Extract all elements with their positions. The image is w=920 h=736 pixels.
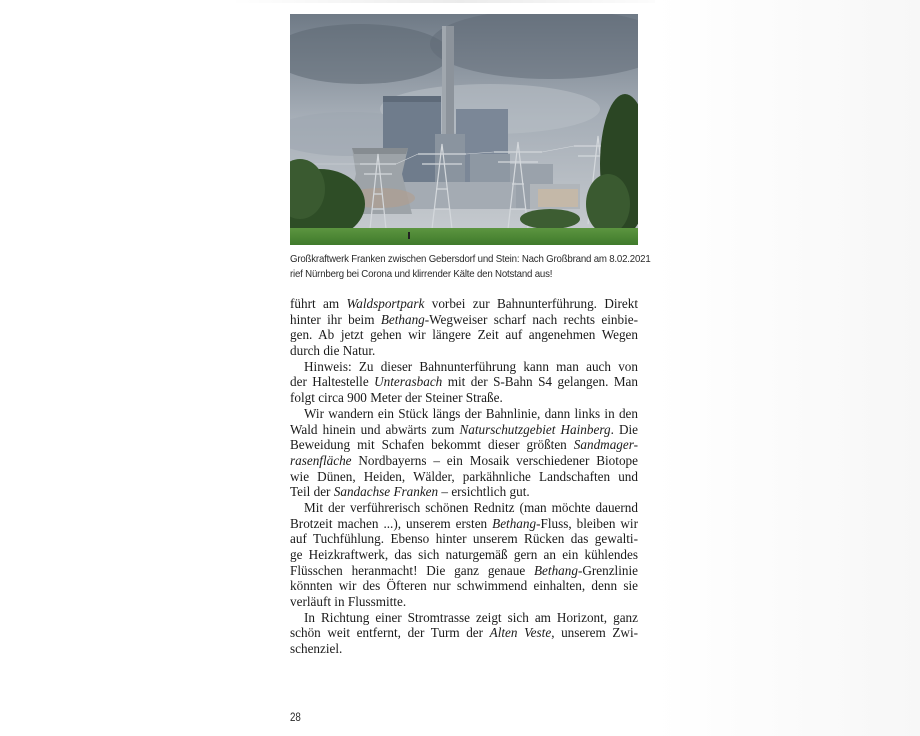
text-run: Beweidung mit Schafen bekommt dieser größten — [290, 437, 574, 453]
text-run: Wir wandern ein Stück längs der Bahnlinie, dann links in den — [304, 405, 638, 421]
text-run: verläuft in Flussmitte. — [290, 594, 407, 610]
text-line — [290, 625, 638, 641]
text-run: -Wegweiser scharf nach rechts einbie- — [424, 311, 638, 327]
text-run: . Die — [610, 421, 638, 437]
text-line — [290, 422, 638, 438]
text-line — [290, 578, 638, 594]
italic-term: Bethang — [534, 562, 578, 578]
text-line — [290, 594, 638, 610]
text-run: -Fluss, bleiben wir — [536, 515, 638, 531]
text-line — [290, 437, 638, 453]
text-line — [290, 390, 638, 406]
text-run: In Richtung einer Stromtrasse zeigt sich am Horizont, ganz — [304, 609, 638, 625]
text-line — [290, 563, 638, 579]
text-line — [290, 453, 638, 469]
text-run: hinter ihr beim — [290, 311, 381, 327]
text-run: Wald hinein und abwärts zum — [290, 421, 460, 437]
italic-term: Unterasbach — [374, 374, 443, 390]
page-number: 28 — [290, 712, 301, 724]
text-run: gen. Ab jetzt gehen wir längere Zeit auf angenehmen Wegen — [290, 327, 638, 343]
text-run: folgt circa 900 Meter der Steiner Straße. — [290, 390, 503, 406]
text-run: mit der S-Bahn S4 gelangen. Man — [442, 374, 638, 390]
italic-term: Bethang — [380, 311, 425, 327]
photo-caption — [290, 252, 651, 282]
page-gutter-shade — [655, 0, 920, 736]
text-line — [290, 343, 638, 359]
italic-term: Alten Veste — [489, 625, 552, 641]
caption-line: rief Nürnberg bei Corona und klirrender Kälte den Notstand aus! — [290, 269, 553, 280]
text-run: führt am — [290, 296, 347, 311]
text-run: wie Dünen, Heiden, Wälder, parkähnliche Landschaften und — [290, 468, 638, 484]
text-line — [290, 312, 638, 328]
caption-line: Großkraftwerk Franken zwischen Gebersdorf und Stein: Nach Großbrand am 8.02.2021 — [290, 254, 651, 265]
text-run: Teil der — [290, 484, 334, 500]
italic-term: rasenfläche — [290, 452, 352, 468]
italic-term: Sandachse Franken — [333, 484, 439, 500]
text-line — [290, 327, 638, 343]
text-run: – ersichtlich gut. — [438, 484, 530, 500]
text-run: , unserem Zwi- — [551, 625, 638, 641]
top-rule — [230, 0, 690, 3]
text-line — [290, 469, 638, 485]
body-text — [290, 296, 638, 657]
italic-term: Sandmager- — [573, 437, 638, 453]
text-run: durch die Natur. — [290, 343, 376, 359]
text-line — [290, 531, 638, 547]
text-run: Nordbayerns – ein Mosaik verschiedener Biotope — [351, 452, 638, 468]
text-run: ge Heizkraftwerk, das sich naturgemäß gern an ein kühlendes — [290, 547, 638, 562]
italic-term: Waldsportpark — [346, 296, 425, 311]
text-run: vorbei zur Bahnunterführung. Direkt — [424, 296, 639, 311]
italic-term: Bethang — [492, 515, 537, 531]
text-line — [290, 516, 638, 532]
text-run: der Haltestelle — [290, 374, 375, 390]
text-run: Flüsschen heranmacht! Die ganz genaue — [290, 562, 534, 578]
text-run: schön weit entfernt, der Turm der — [290, 625, 490, 641]
text-line — [290, 374, 638, 390]
text-line — [290, 500, 638, 516]
text-run: Brotzeit machen ...), unserem ersten — [290, 515, 493, 531]
text-run: Mit der verführerisch schönen Rednitz (man möchte dauernd — [304, 499, 638, 515]
text-run: Hinweis: Zu dieser Bahnunterführung kann man auch von — [304, 358, 638, 374]
text-run: auf Tuchfühlung. Ebenso hinter unserem Rücken das gewalti- — [290, 531, 638, 547]
text-run: schenziel. — [290, 641, 343, 657]
text-line — [290, 484, 638, 500]
text-line — [290, 359, 638, 375]
meadow — [290, 228, 638, 245]
text-line — [290, 296, 638, 312]
italic-term: Naturschutzgebiet Hainberg — [459, 421, 611, 437]
text-line — [290, 406, 638, 422]
text-line — [290, 641, 638, 657]
power-plant-photo — [290, 14, 638, 245]
text-run: -Grenzlinie — [577, 562, 638, 578]
text-run: könnten wir des Öfteren nur schwimmend einhalten, denn sie — [290, 578, 638, 594]
text-line — [290, 547, 638, 563]
text-line — [290, 610, 638, 626]
